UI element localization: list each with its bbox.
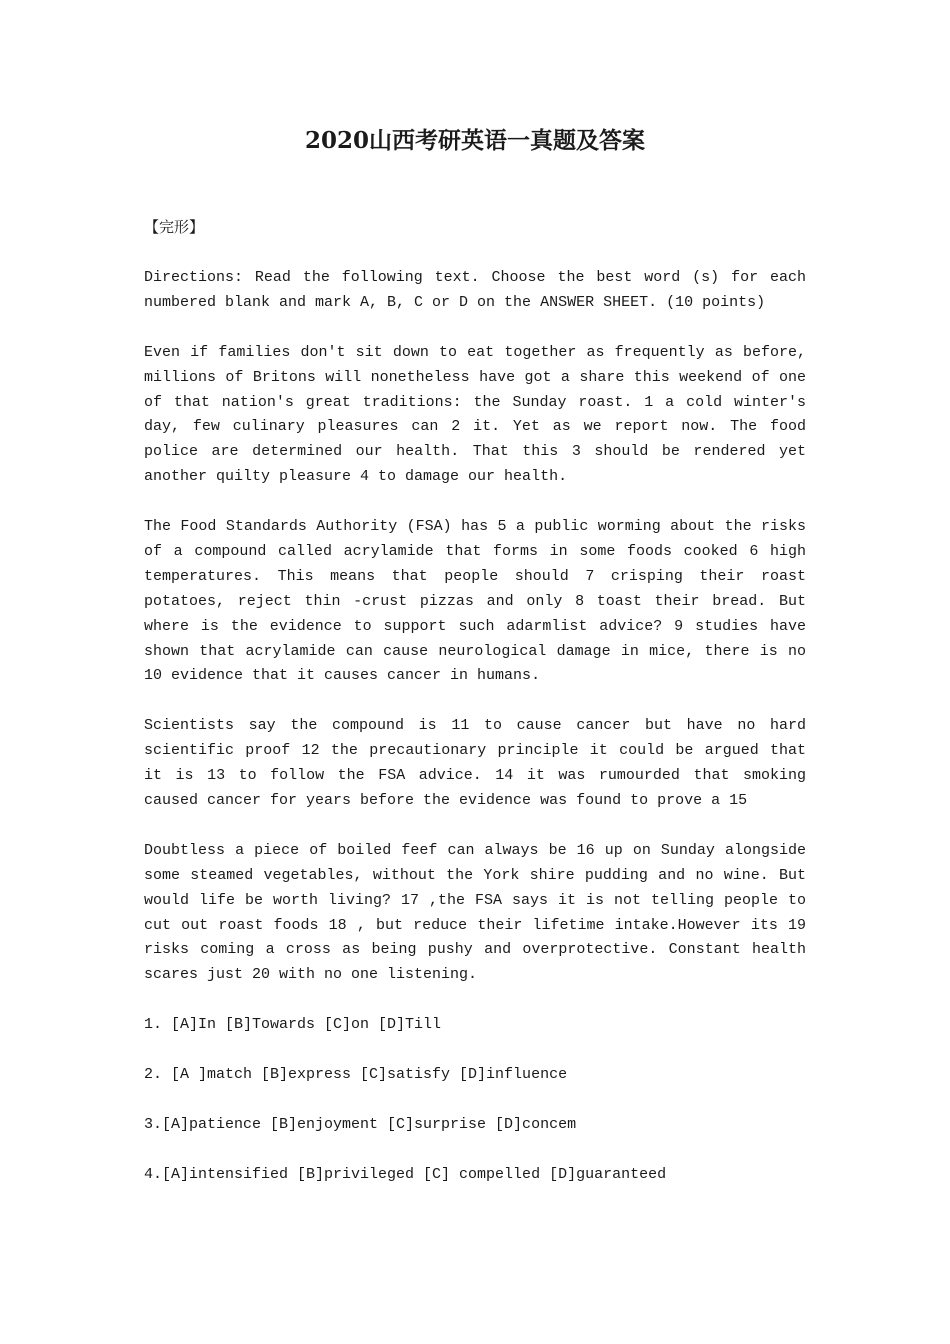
directions-text: Directions: Read the following text. Choose the best word (s) for each numbered blank and mark A, B, C or D on the ANSWER SHEET. (10 points) [144,269,806,311]
question-option-3: 3.[A]patience [B]enjoyment [C]surprise [D]concem [144,1115,577,1133]
passage-paragraph-2: The Food Standards Authority (FSA) has 5 a public worming about the risks of a compound called acrylamide that forms in some foods cooked 6 high temperatures. This means that people should 7 crisping their roast potatoes, reject thin -crust pizzas and only 8 toast their bread. But where is the evidence to support such adarmlist advice? 9 studies have shown that acrylamide can cause neurological damage in mice, there is no 10 evidence that it causes cancer in humans. [144,518,806,685]
question-option-2: 2. [A ]match [B]express [C]satisfy [D]influence [144,1065,568,1083]
passage-paragraph-4: Doubtless a piece of boiled feef can always be 16 up on Sunday alongside some steamed vegetables, without the York shire pudding and no wine. But would life be worth living? 17 ,the FSA says it is not telling people to cut out roast foods 18 , but reduce their lifetime intake.However its 19 risks coming a cross as being pushy and overprotective. Constant health scares just 20 with no one listening. [144,841,806,984]
page-title: 2020山西考研英语一真题及答案 [304,127,645,154]
section-label-cloze: 【完形】 [144,218,205,236]
passage-paragraph-3: Scientists say the compound is 11 to cause cancer but have no hard scientific proof 12 the precautionary principle it could be argued that it is 13 to follow the FSA advice. 14 it was rumourded that smoking caused cancer for years before the evidence was found to prove a 15 [144,717,806,809]
question-option-4: 4.[A]intensified [B]privileged [C] compelled [D]guaranteed [144,1165,667,1183]
question-option-1: 1. [A]In [B]Towards [C]on [D]Till [144,1016,442,1034]
document-body [144,266,806,1212]
passage-paragraph-1: Even if families don't sit down to eat together as frequently as before, millions of Britons will nonetheless have got a share this weekend of one of that nation's great traditions: the Sunday roast. 1 a cold winter's day, few culinary pleasures can 2 it. Yet as we report now. The food police are determined our health. That this 3 should be rendered yet another quilty pleasure 4 to damage our health. [144,343,806,486]
